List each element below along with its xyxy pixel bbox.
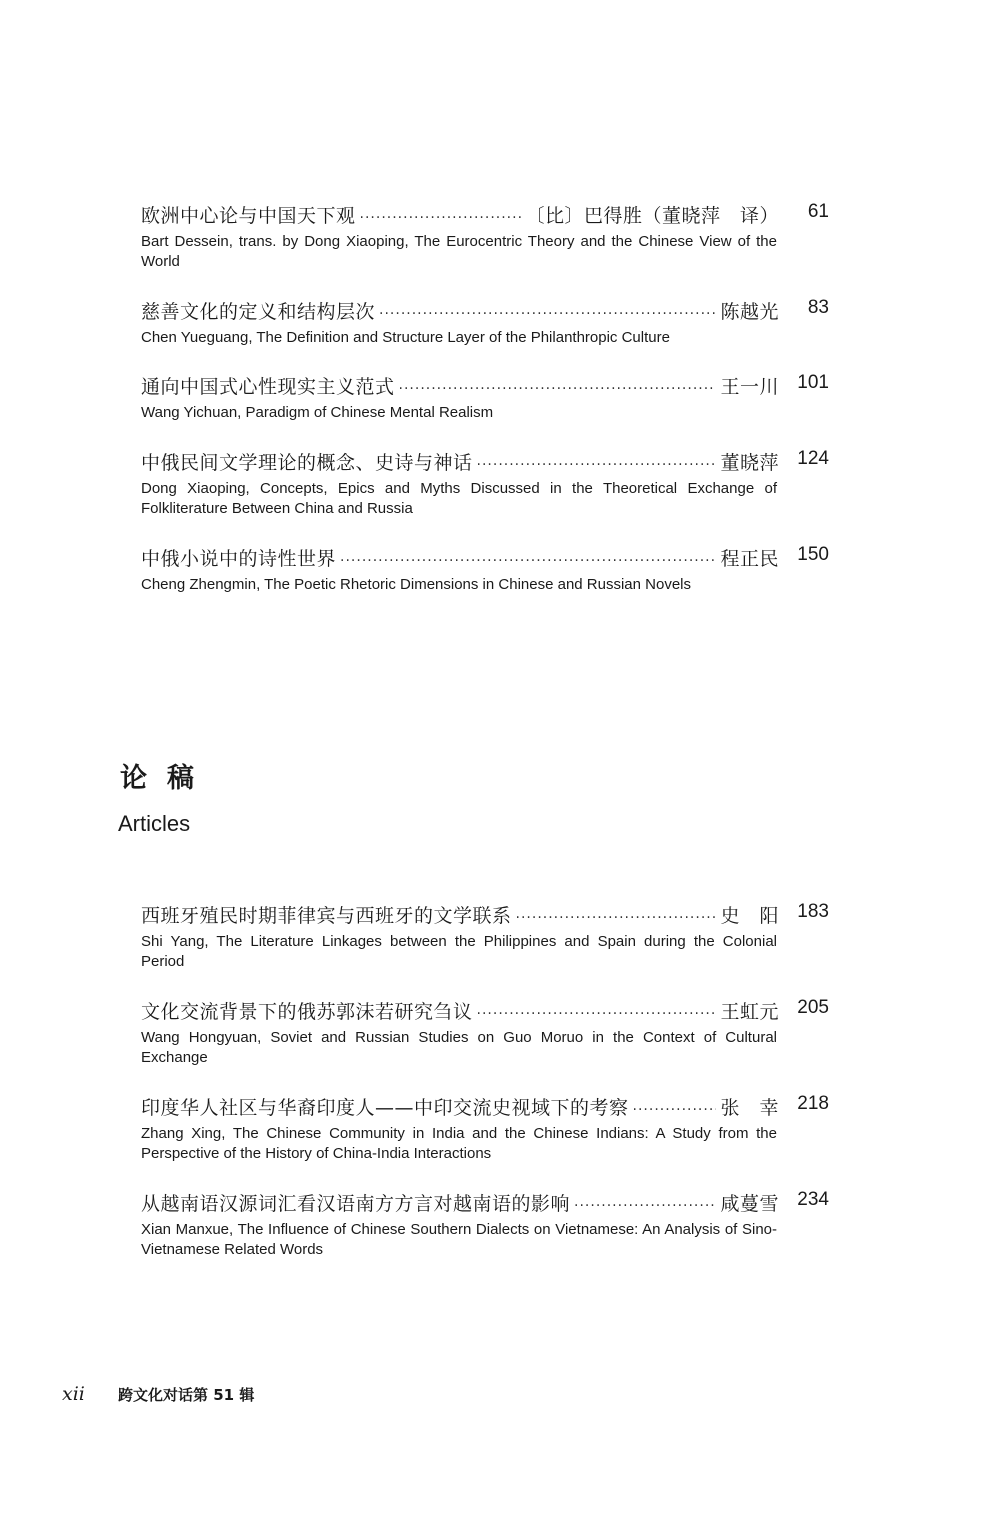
entry-title-zh: 从越南语汉源词汇看汉语南方方言对越南语的影响 [141, 1193, 571, 1215]
entry-title-en: Shi Yang, The Literature Linkages between the Philippines and Spain during the Colonial Period [141, 933, 777, 970]
entry-author: 〔比〕巴得胜（董晓萍 译） [525, 205, 779, 227]
toc-entry[interactable] [141, 901, 831, 972]
entry-title-zh: 中俄小说中的诗性世界 [141, 548, 337, 570]
entry-title-zh: 欧洲中心论与中国天下观 [141, 205, 356, 227]
entry-title-zh: 文化交流背景下的俄苏郭沫若研究刍议 [141, 1001, 473, 1023]
entry-page-number: 183 [797, 901, 829, 922]
leader-dots [477, 1006, 717, 1022]
entry-title-zh: 通向中国式心性现实主义范式 [141, 376, 395, 398]
entry-page-number: 150 [797, 544, 829, 565]
toc-entry[interactable] [141, 372, 831, 423]
entry-title-en: Wang Yichuan, Paradigm of Chinese Mental Realism [141, 404, 494, 421]
leader-dots [360, 210, 522, 226]
entry-title-en: Cheng Zhengmin, The Poetic Rhetoric Dimensions in Chinese and Russian Novels [141, 576, 692, 593]
entry-page-number: 101 [797, 372, 829, 393]
running-title: 跨文化对话第 51 辑 [118, 1386, 255, 1404]
toc-entry[interactable] [141, 544, 831, 595]
entry-author: 陈越光 [720, 301, 779, 323]
entry-title-zh: 慈善文化的定义和结构层次 [141, 301, 376, 323]
entry-title-zh: 印度华人社区与华裔印度人——中印交流史视域下的考察 [141, 1097, 629, 1119]
entry-author: 史 阳 [720, 905, 779, 927]
leader-dots [516, 910, 717, 926]
entry-page-number: 83 [807, 297, 829, 318]
entry-page-number: 124 [797, 448, 829, 469]
entry-author: 程正民 [720, 548, 779, 570]
entry-title-en: Zhang Xing, The Chinese Community in India and the Chinese Indians: A Study from the Perspective of the History of China-India Interactions [141, 1125, 777, 1162]
section-heading-en: Articles [118, 811, 191, 836]
entry-title-en: Chen Yueguang, The Definition and Structure Layer of the Philanthropic Culture [141, 329, 670, 346]
entry-author: 张 幸 [720, 1097, 779, 1119]
entry-title-en: Wang Hongyuan, Soviet and Russian Studies on Guo Moruo in the Context of Cultural Exchange [141, 1029, 777, 1066]
leader-dots [379, 306, 716, 322]
section-heading-zh: 论稿 [120, 763, 214, 794]
entry-page-number: 61 [807, 201, 829, 222]
entry-title-en: Xian Manxue, The Influence of Chinese Southern Dialects on Vietnamese: An Analysis of Sino-Vietnamese Related Words [141, 1221, 777, 1258]
entry-title-en: Bart Dessein, trans. by Dong Xiaoping, The Eurocentric Theory and the Chinese View of the World [141, 233, 777, 270]
entry-page-number: 218 [797, 1093, 829, 1114]
entry-title-zh: 中俄民间文学理论的概念、史诗与神话 [141, 452, 473, 474]
toc-entry[interactable] [141, 297, 831, 348]
leader-dots [633, 1102, 717, 1118]
page-footer [62, 1383, 254, 1405]
toc-entry[interactable] [141, 1189, 831, 1260]
leader-dots [399, 381, 717, 397]
entry-author: 董晓萍 [720, 452, 779, 474]
leader-dots [477, 457, 717, 473]
entry-page-number: 234 [797, 1189, 829, 1210]
entry-title-en: Dong Xiaoping, Concepts, Epics and Myths Discussed in the Theoretical Exchange of Folkliterature Between China and Russia [141, 480, 777, 517]
page-folio: xii [62, 1383, 85, 1405]
toc-entry[interactable] [141, 997, 831, 1068]
entry-author: 咸蔓雪 [720, 1193, 779, 1215]
entry-page-number: 205 [797, 997, 829, 1018]
entry-author: 王虹元 [720, 1001, 779, 1023]
entry-author: 王一川 [720, 376, 779, 398]
leader-dots [574, 1198, 716, 1214]
entry-title-zh: 西班牙殖民时期菲律宾与西班牙的文学联系 [141, 905, 512, 927]
toc-entry[interactable] [141, 201, 831, 272]
leader-dots [340, 553, 716, 569]
toc-entry[interactable] [141, 1093, 831, 1164]
toc-entry[interactable] [141, 448, 831, 519]
